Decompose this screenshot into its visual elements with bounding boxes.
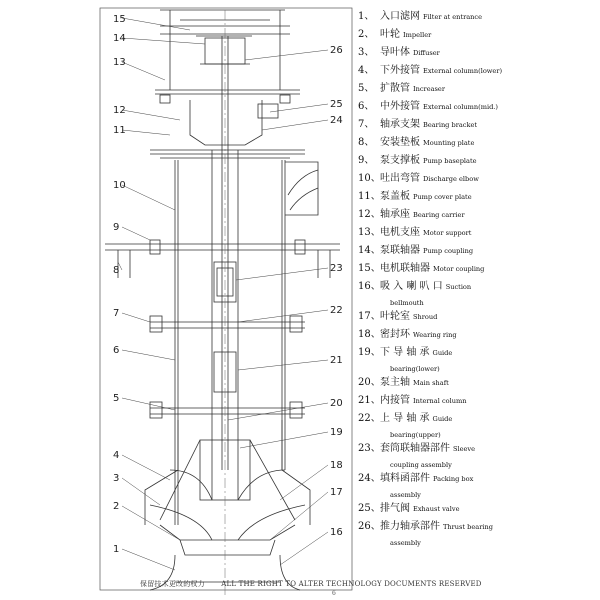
callout-25: 25: [330, 99, 343, 110]
legend-item: 1、 入口滤网 Filter at entrance: [358, 11, 482, 22]
legend-item: 5、 扩散管 Increaser: [358, 83, 445, 94]
rights-footer-en: ALL THE RIGHT TO ALTER TECHNOLOGY DOCUMENTS RESERVED: [221, 580, 482, 588]
callout-26: 26: [330, 45, 343, 56]
legend-item: 6、 中外接管 External column(mid.): [358, 101, 498, 112]
legend-item: 22、上 导 轴 承 Guide bearing(upper): [358, 413, 453, 439]
legend-item: 14、泵联轴器 Pump coupling: [358, 245, 474, 256]
legend-item: 11、泵盖板 Pump cover plate: [358, 191, 472, 202]
legend-item: 25、排气阀 Exhaust valve: [358, 503, 460, 514]
legend-item: 23、套筒联轴器部件 Sleeve coupling assembly: [358, 443, 476, 469]
callout-9: 9: [113, 222, 120, 233]
legend-item: 20、泵主轴 Main shaft: [358, 377, 449, 388]
legend-item: 16、吸 入 喇 叭 口 Suction bellmouth: [358, 281, 472, 307]
legend-item: 8、 安装垫板 Mounting plate: [358, 137, 475, 148]
legend-item: 18、密封环 Wearing ring: [358, 329, 457, 340]
callout-5: 5: [113, 393, 120, 404]
callout-10: 10: [113, 180, 126, 191]
legend-item: 3、 导叶体 Diffuser: [358, 47, 440, 58]
callout-22: 22: [330, 305, 343, 316]
callout-21: 21: [330, 355, 343, 366]
callout-16: 16: [330, 527, 343, 538]
callout-1: 1: [113, 544, 120, 555]
legend-item: 19、下 导 轴 承 Guide bearing(lower): [358, 347, 453, 373]
legend-item: 15、电机联轴器 Motor coupling: [358, 263, 485, 274]
legend-item: 24、填料函部件 Packing box assembly: [358, 473, 474, 499]
legend-item: 9、 泵支撑板 Pump baseplate: [358, 155, 477, 166]
callout-12: 12: [113, 105, 126, 116]
legend-item: 4、 下外接管 External column(lower): [358, 65, 503, 76]
callout-6: 6: [113, 345, 120, 356]
callout-20: 20: [330, 398, 343, 409]
rights-footer-cn: 保留技术更改的权力: [140, 580, 205, 588]
legend-item: 13、电机支座 Motor support: [358, 227, 472, 238]
callout-2: 2: [113, 501, 120, 512]
legend-item: 10、吐出弯管 Discharge elbow: [358, 173, 479, 184]
callout-19: 19: [330, 427, 343, 438]
callout-11: 11: [113, 125, 126, 136]
callout-24: 24: [330, 115, 343, 126]
callout-4: 4: [113, 450, 120, 461]
legend-item: 17、叶轮室 Shroud: [358, 311, 438, 322]
callout-15: 15: [113, 14, 126, 25]
callout-17: 17: [330, 487, 343, 498]
legend-item: 2、 叶轮 Impeller: [358, 29, 432, 40]
callout-7: 7: [113, 308, 120, 319]
legend-item: 7、 轴承支架 Bearing bracket: [358, 119, 478, 130]
callout-23: 23: [330, 263, 343, 274]
page-mark: 6: [332, 590, 336, 597]
callout-8: 8: [113, 265, 120, 276]
legend-item: 21、内接管 Internal column: [358, 395, 467, 406]
callout-14: 14: [113, 33, 126, 44]
callout-18: 18: [330, 460, 343, 471]
legend-item: 12、轴承座 Bearing carrier: [358, 209, 465, 220]
callout-13: 13: [113, 57, 126, 68]
legend-item: 26、推力轴承部件 Thrust bearing assembly: [358, 521, 493, 547]
callout-3: 3: [113, 473, 120, 484]
rights-footer: [140, 579, 482, 589]
